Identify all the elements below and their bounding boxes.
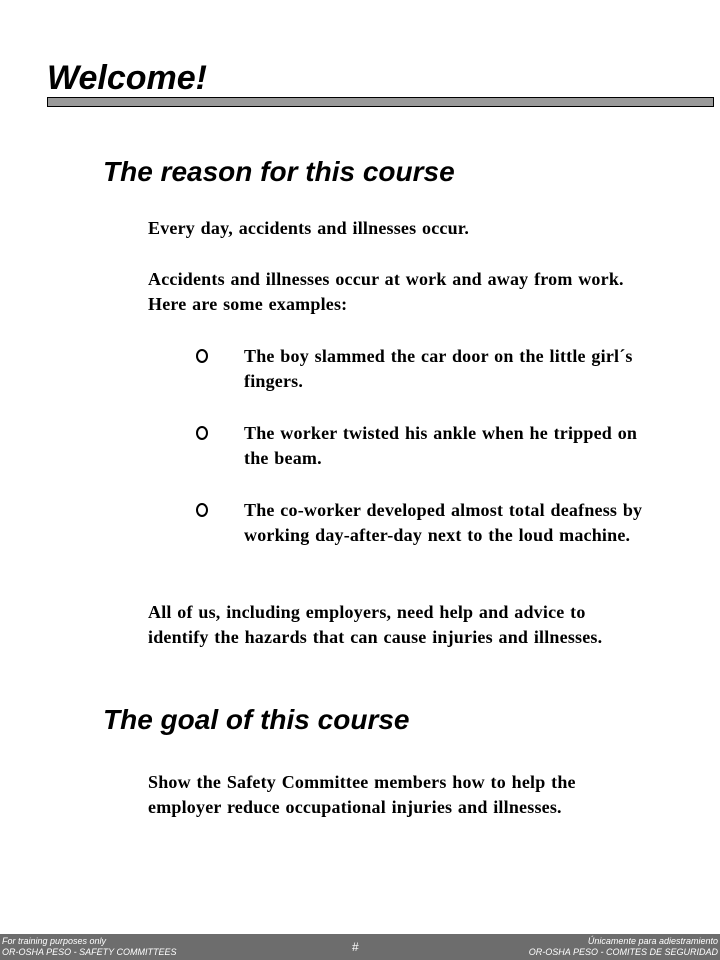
paragraph-goal: Show the Safety Committee members how to help the employer reduce occupational injuries and illnesses. [148,772,576,817]
footer-right-line2: OR-OSHA PESO - COMITES DE SEGURIDAD [528,947,718,957]
bullet-text-deafness: The co-worker developed almost total deafness by working day-after-day next to the loud machine. [244,500,643,545]
footer-left-line2: OR-OSHA PESO - SAFETY COMMITTEES [2,947,177,957]
bullet-text-ankle: The worker twisted his ankle when he tripped on the beam. [244,423,638,468]
title-rule [47,97,714,107]
paragraph-every-day: Every day, accidents and illnesses occur. [148,218,470,238]
paragraph-closing: All of us, including employers, need help and advice to identify the hazards that can cause injuries and illnesses. [148,602,603,647]
footer-left [2,936,177,958]
footer-left-line1: For training purposes only [2,936,107,946]
footer-bar [0,934,720,960]
bullet-text-car-door: The boy slammed the car door on the little girl´s fingers. [244,346,633,391]
paragraph-accidents: Accidents and illnesses occur at work and away from work. Here are some examples: [148,269,624,314]
footer-right [529,936,718,958]
section-heading-reason: The reason for this course [103,156,455,187]
page-title: Welcome! [47,59,207,97]
bullet-icon [196,503,208,517]
section-heading-goal: The goal of this course [103,704,410,735]
bullet-icon [196,349,208,363]
footer-right-line1: Únicamente para adiestramiento [587,936,718,946]
footer-page-number: # [352,940,359,954]
bullet-icon [196,426,208,440]
